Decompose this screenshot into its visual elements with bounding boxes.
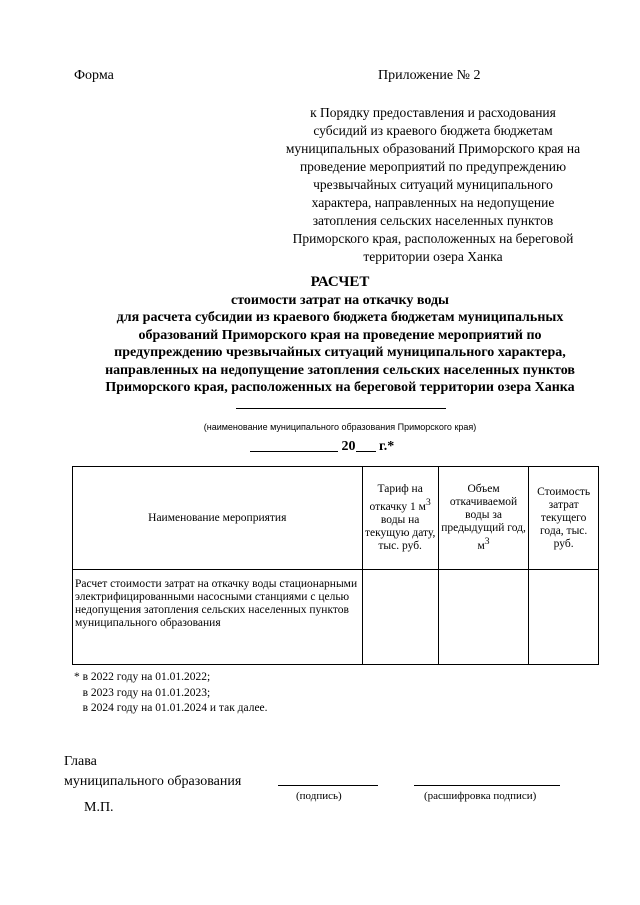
signature-title-line1: Глава [64, 754, 97, 769]
appendix-line: к Порядку предоставления и расходования [310, 105, 556, 120]
municipality-name-line[interactable] [236, 408, 446, 409]
appendix-line: затопления сельских населенных пунктов [312, 213, 554, 228]
row-name-cell: Расчет стоимости затрат на откачку воды стационарными электрифицированными насосными станциями с целью недопущения затопления сельских населенных пунктов муниципального образования [73, 570, 363, 665]
date-row [250, 437, 394, 455]
footnote-line: в 2023 году на 01.01.2023; [74, 686, 211, 699]
header-name: Наименование мероприятия [73, 467, 363, 570]
appendix-line: Приморского края, расположенных на береговой [292, 231, 574, 246]
date-year-prefix: 20 [341, 439, 356, 454]
footnote-line: в 2024 году на 01.01.2024 и так далее. [74, 702, 268, 714]
row-volume-cell[interactable] [438, 570, 529, 665]
form-label: Форма [74, 68, 114, 83]
date-day-month-blank[interactable] [250, 437, 338, 452]
signature-decode-caption: (расшифровка подписи) [424, 790, 537, 802]
title-line: стоимости затрат на откачку воды [231, 292, 449, 308]
table-header-row [73, 467, 599, 570]
header-volume [438, 467, 529, 570]
header-tariff [362, 467, 438, 570]
header-tariff-sup: 3 [425, 497, 431, 509]
document-title [60, 274, 620, 397]
signature-caption: (подпись) [296, 790, 342, 802]
title-heading: РАСЧЕТ [310, 274, 370, 290]
appendix-line: субсидий из краевого бюджета бюджетам [313, 123, 553, 138]
municipality-caption: (наименование муниципального образования Приморского края) [203, 422, 477, 432]
signature-block [64, 752, 241, 792]
signature-decode-line[interactable] [414, 785, 560, 786]
row-tariff-cell[interactable] [362, 570, 438, 665]
row-cost-cell[interactable] [529, 570, 599, 665]
title-line: направленных на недопущение затопления сельских населенных пунктов [105, 362, 575, 378]
header-tariff-text-b: воды на текущую дату, тыс. руб. [364, 513, 436, 552]
calculation-table [72, 466, 599, 665]
header-tariff-text-a: Тариф на откачку 1 м [369, 483, 426, 513]
header-volume-text: Объем откачиваемой воды за предыдущий год, м [441, 483, 526, 552]
title-line: образований Приморского края на проведение мероприятий по [138, 327, 542, 343]
header-cost: Стоимость затрат текущего года, тыс. руб. [529, 467, 599, 570]
title-line: для расчета субсидии из краевого бюджета бюджетам муниципальных [116, 310, 564, 325]
table-row [73, 570, 599, 665]
title-line: предупреждению чрезвычайных ситуаций муниципального характера, [114, 345, 566, 360]
appendix-line: чрезвычайных ситуаций муниципального [313, 177, 553, 192]
date-year-blank[interactable] [356, 437, 376, 452]
signature-title-line2: муниципального образования [64, 774, 242, 789]
appendix-line: территории озера Ханка [363, 249, 503, 264]
appendix-line: муниципальных образований Приморского края на [285, 141, 581, 156]
appendix-line: характера, направленных на недопущение [311, 195, 555, 210]
appendix-line: проведение мероприятий по предупреждению [299, 159, 567, 174]
signature-line[interactable] [278, 785, 378, 786]
footnotes [74, 670, 268, 717]
date-suffix: г.* [379, 439, 395, 454]
appendix-number: Приложение № 2 [378, 68, 481, 83]
header-volume-sup: 3 [484, 536, 490, 548]
footnote-line: * в 2022 году на 01.01.2022; [74, 671, 211, 683]
title-line: Приморского края, расположенных на береговой территории озера Ханка [105, 380, 575, 395]
stamp-placeholder: М.П. [84, 800, 114, 815]
appendix-reference [258, 104, 608, 266]
